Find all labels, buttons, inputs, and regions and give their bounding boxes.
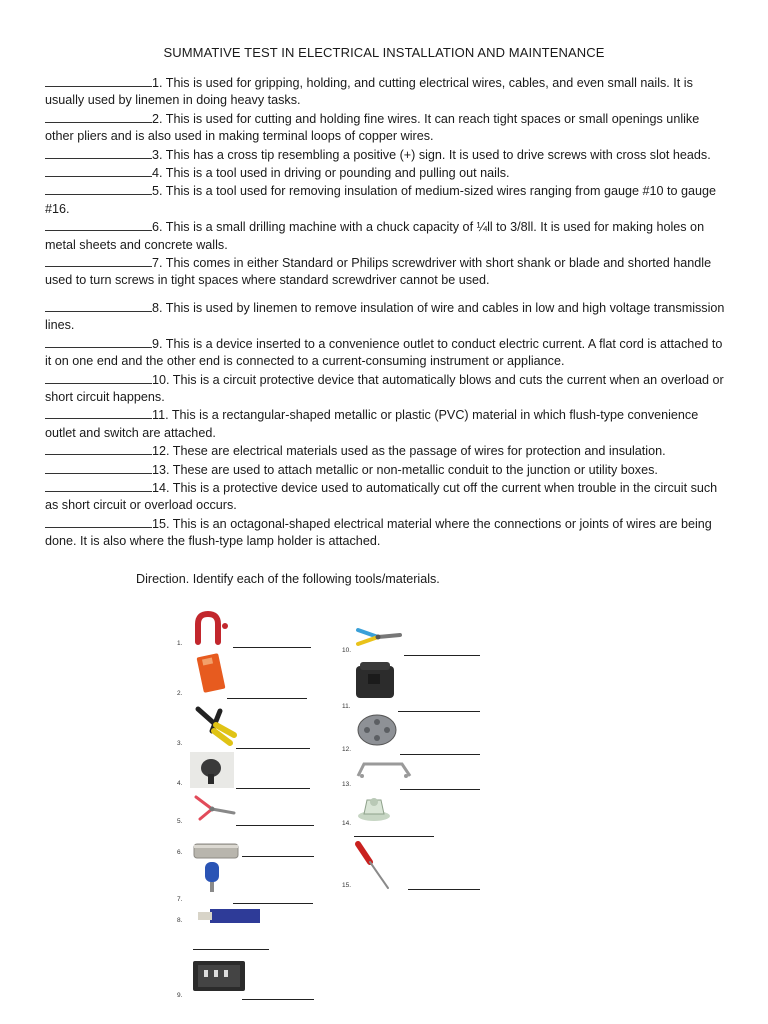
plug-socket-icon <box>190 752 234 788</box>
answer-blank[interactable] <box>45 254 152 267</box>
question-text: This is an octagonal-shaped electrical material where the connections or joints of wires are being done. It is also where the flush-type lamp holder is attached. <box>45 516 712 549</box>
answer-blank[interactable] <box>45 182 152 195</box>
item-number: 2. <box>177 690 183 697</box>
answer-blank[interactable] <box>45 442 152 455</box>
question-item <box>45 371 725 407</box>
question-number: 6. <box>152 220 163 235</box>
answer-blank[interactable] <box>45 335 152 348</box>
question-number: 9. <box>152 336 163 351</box>
answer-line[interactable] <box>236 788 310 789</box>
question-text: This is a device inserted to a convenience outlet to conduct electric current. A flat cord is attached to it on one end and the other end is connected to a current-consuming instrument or appliance. <box>45 336 723 369</box>
stubby-screwdriver-icon <box>200 860 224 894</box>
direction-text: Direction. Identify each of the following tools/materials. <box>136 572 440 586</box>
item-number: 7. <box>177 896 183 903</box>
answer-line[interactable] <box>354 836 434 837</box>
answer-line[interactable] <box>233 903 313 904</box>
u-staple-icon <box>190 612 240 646</box>
question-text: This is used by linemen to remove insulation of wire and cables in low and high voltage transmission lines. <box>45 300 725 333</box>
item-number: 12. <box>342 746 352 753</box>
outlet-plate-icon <box>192 960 246 992</box>
answer-line[interactable] <box>236 825 314 826</box>
question-item <box>45 442 725 460</box>
item-number: 4. <box>177 780 183 787</box>
conduit-strap-icon <box>354 758 414 780</box>
orange-tag-icon <box>197 652 227 694</box>
answer-blank[interactable] <box>45 299 152 312</box>
question-text: This is a rectangular-shaped metallic or plastic (PVC) material in which flush-type convenience outlet and switch are attached. <box>45 408 699 440</box>
question-item <box>45 461 725 479</box>
question-item <box>45 218 725 254</box>
answer-blank[interactable] <box>45 371 152 384</box>
question-text: These are electrical materials used as the passage of wires for protection and insulation. <box>172 444 666 459</box>
answer-line[interactable] <box>236 748 310 749</box>
lineman-pliers-icon <box>356 624 404 650</box>
item-number: 15. <box>342 882 352 889</box>
answer-line[interactable] <box>404 655 480 656</box>
lamp-holder-icon <box>356 792 392 822</box>
question-number: 1. <box>152 76 163 90</box>
question-item <box>45 406 725 442</box>
item-number: 8. <box>177 917 183 924</box>
question-item <box>45 74 725 110</box>
question-number: 14. <box>152 480 170 495</box>
question-item <box>45 182 725 218</box>
diagonal-pliers-icon <box>192 793 238 825</box>
question-text: This has a cross tip resembling a positive (+) sign. It is used to drive screws with cross slot heads. <box>165 147 711 162</box>
octagonal-box-icon <box>356 712 398 748</box>
answer-line[interactable] <box>408 889 480 890</box>
question-item <box>45 299 725 335</box>
utility-box-icon <box>352 658 400 706</box>
question-number: 2. <box>152 111 163 126</box>
question-number: 13. <box>152 462 170 477</box>
answer-blank[interactable] <box>45 164 152 177</box>
question-item <box>45 479 725 515</box>
answer-line[interactable] <box>398 711 480 712</box>
question-text: This is a small drilling machine with a chuck capacity of ¼ll to 3/8ll. It is used for making holes on metal sheets and concrete walls. <box>45 220 705 252</box>
answer-line[interactable] <box>233 647 311 648</box>
wire-stripper-icon <box>190 703 238 745</box>
insulated-wire-icon <box>196 905 262 927</box>
question-number: 7. <box>152 256 163 271</box>
item-number: 6. <box>177 849 183 856</box>
answer-blank[interactable] <box>45 110 152 123</box>
page-title: SUMMATIVE TEST IN ELECTRICAL INSTALLATION AND MAINTENANCE <box>163 45 605 60</box>
question-item <box>45 335 725 371</box>
question-text: This is a circuit protective device that automatically blows and cuts the current when an overload or short circuit happens. <box>45 372 724 404</box>
question-item <box>45 110 725 146</box>
question-item <box>45 146 725 164</box>
question-item <box>45 164 725 182</box>
answer-blank[interactable] <box>45 146 152 159</box>
answer-line[interactable] <box>193 949 269 950</box>
question-text: This is used for cutting and holding fine wires. It can reach tight spaces or small openings unlike other pliers and is also used in making terminal loops of copper wires. <box>45 111 700 144</box>
question-item <box>45 254 725 290</box>
answer-line[interactable] <box>400 789 480 790</box>
screwdriver-icon <box>354 840 394 892</box>
question-number: 12. <box>152 444 170 459</box>
item-number: 11. <box>342 703 351 710</box>
item-number: 1. <box>177 640 183 647</box>
question-text: This is used for gripping, holding, and cutting electrical wires, cables, and even small nails. It is usually used by linemen in doing heavy tasks. <box>45 76 693 108</box>
question-item <box>45 515 725 551</box>
answer-line[interactable] <box>242 856 314 857</box>
answer-blank[interactable] <box>45 218 152 231</box>
answer-blank[interactable] <box>45 406 152 419</box>
question-list <box>45 74 725 551</box>
question-text: This is a protective device used to automatically cut off the current when trouble in the circuit such as short circuit or overload occurs. <box>45 480 718 513</box>
question-number: 15. <box>152 516 170 531</box>
question-text: These are used to attach metallic or non-metallic conduit to the junction or utility boxes. <box>172 462 658 477</box>
question-number: 8. <box>152 300 163 315</box>
question-number: 11. <box>152 408 169 423</box>
item-number: 10. <box>342 647 352 654</box>
question-number: 3. <box>152 147 163 162</box>
item-number: 3. <box>177 740 183 747</box>
item-number: 13. <box>342 781 352 788</box>
item-number: 14. <box>342 820 352 827</box>
answer-line[interactable] <box>242 999 314 1000</box>
item-number: 5. <box>177 818 183 825</box>
conduit-pipe-icon <box>192 840 240 862</box>
question-text: This comes in either Standard or Philips screwdriver with short shank or blade and shorted handle used to turn screws in tight spaces where standard screwdriver cannot be used. <box>45 256 712 288</box>
question-text: This is a tool used for removing insulation of medium-sized wires ranging from gauge #10 to gauge #16. <box>45 184 717 216</box>
answer-line[interactable] <box>400 754 480 755</box>
item-number: 9. <box>177 992 183 999</box>
answer-blank[interactable] <box>45 515 152 528</box>
question-number: 4. <box>152 166 163 181</box>
answer-line[interactable] <box>227 698 307 699</box>
question-text: This is a tool used in driving or pounding and pulling out nails. <box>165 166 510 181</box>
question-number: 5. <box>152 184 163 199</box>
answer-blank[interactable] <box>45 479 152 492</box>
answer-blank[interactable] <box>45 74 152 87</box>
question-number: 10. <box>152 372 170 387</box>
answer-blank[interactable] <box>45 461 152 474</box>
